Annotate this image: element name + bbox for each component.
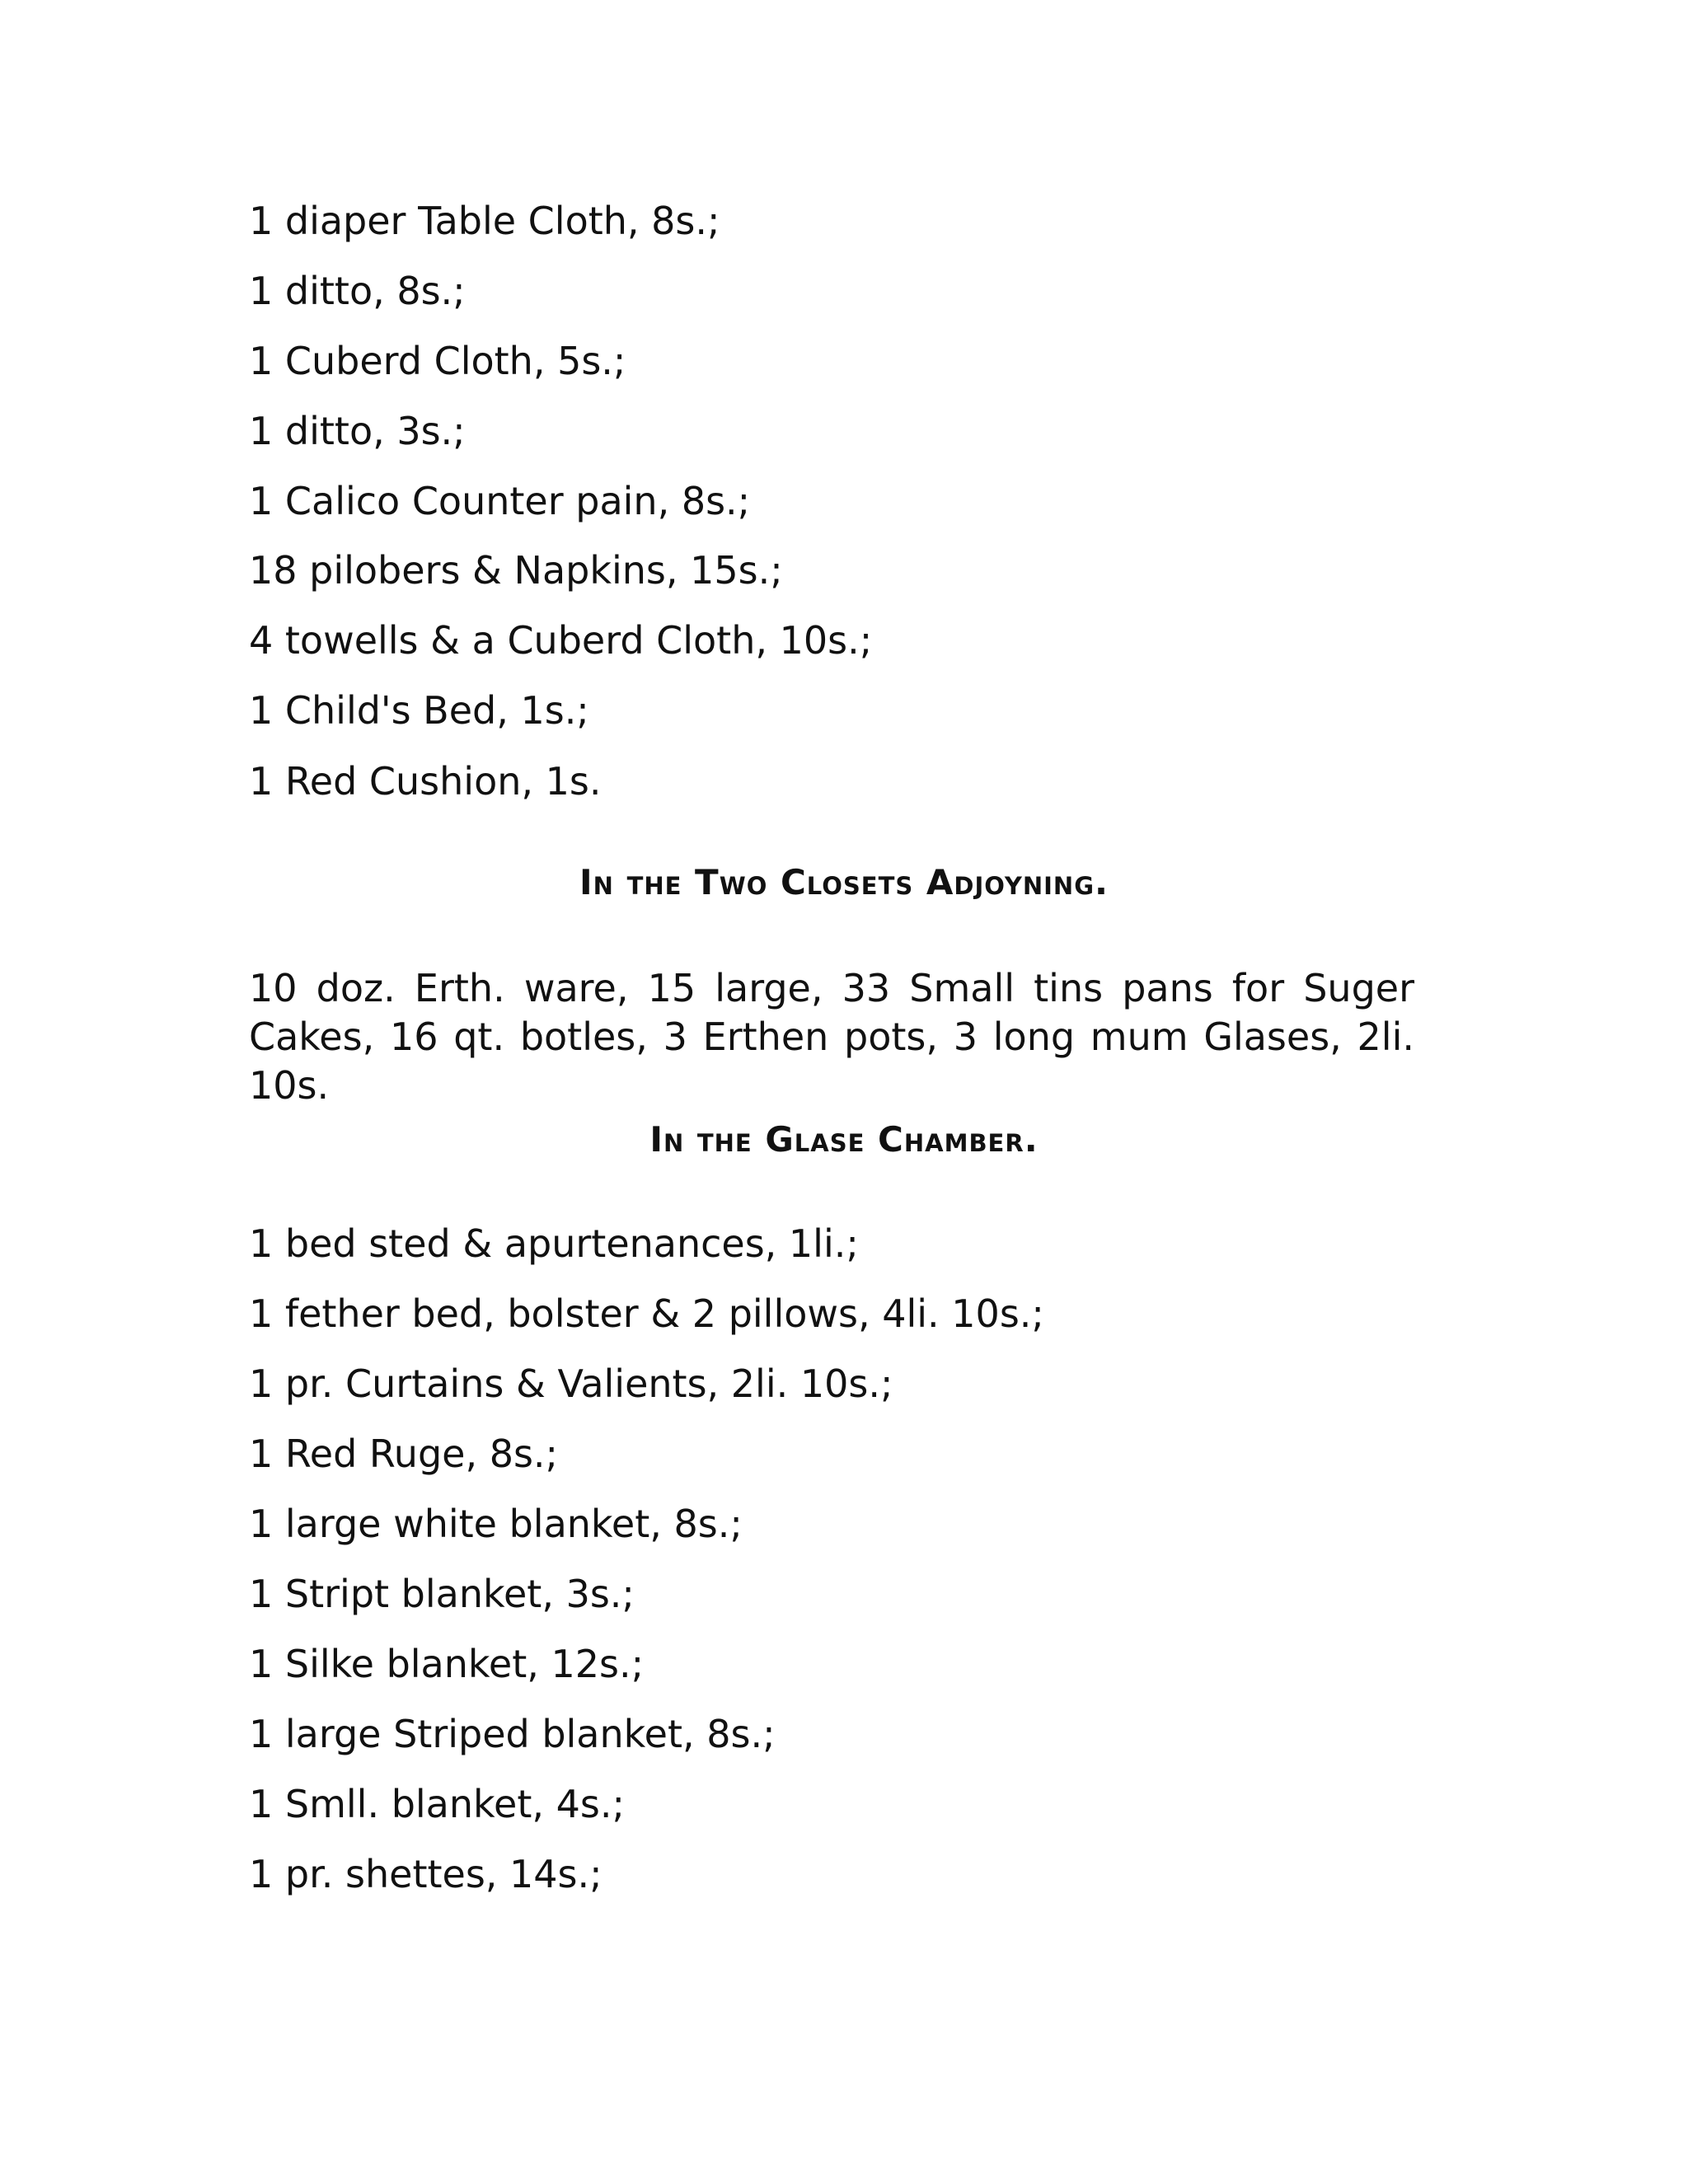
section-paragraph-closets: 10 doz. Erth. ware, 15 large, 33 Small tins pans for Suger Cakes, 16 qt. botles, 3 Erthen pots, 3 long mum Glases, 2li. 10s. (249, 966, 1414, 1108)
list-item: 1 diaper Table Cloth, 8s.; (249, 199, 720, 243)
list-item: 1 Child's Bed, 1s.; (249, 688, 589, 733)
list-item: 1 Red Ruge, 8s.; (249, 1432, 559, 1476)
list-item: 1 ditto, 3s.; (249, 409, 466, 453)
section-heading-closets: In the Two Closets Adjoyning. (579, 862, 1109, 902)
list-item: 1 pr. Curtains & Valients, 2li. 10s.; (249, 1361, 893, 1406)
list-item: 1 Smll. blanket, 4s.; (249, 1782, 625, 1826)
list-item: 1 Cuberd Cloth, 5s.; (249, 339, 626, 383)
list-item: 1 pr. shettes, 14s.; (249, 1852, 603, 1896)
list-item: 18 pilobers & Napkins, 15s.; (249, 548, 783, 593)
list-item: 1 ditto, 8s.; (249, 269, 466, 313)
list-item: 1 bed sted & apurtenances, 1li.; (249, 1221, 859, 1266)
list-item: 1 Stript blanket, 3s.; (249, 1572, 635, 1616)
list-item: 1 large Striped blanket, 8s.; (249, 1712, 776, 1756)
list-item: 4 towells & a Cuberd Cloth, 10s.; (249, 618, 873, 663)
section-heading-glase-chamber: In the Glase Chamber. (649, 1119, 1039, 1160)
list-item: 1 Calico Counter pain, 8s.; (249, 479, 751, 523)
list-item: 1 Silke blanket, 12s.; (249, 1642, 645, 1686)
list-item: 1 Red Cushion, 1s. (249, 759, 602, 804)
list-item: 1 fether bed, bolster & 2 pillows, 4li. 10s.; (249, 1291, 1044, 1336)
list-item: 1 large white blanket, 8s.; (249, 1502, 743, 1546)
